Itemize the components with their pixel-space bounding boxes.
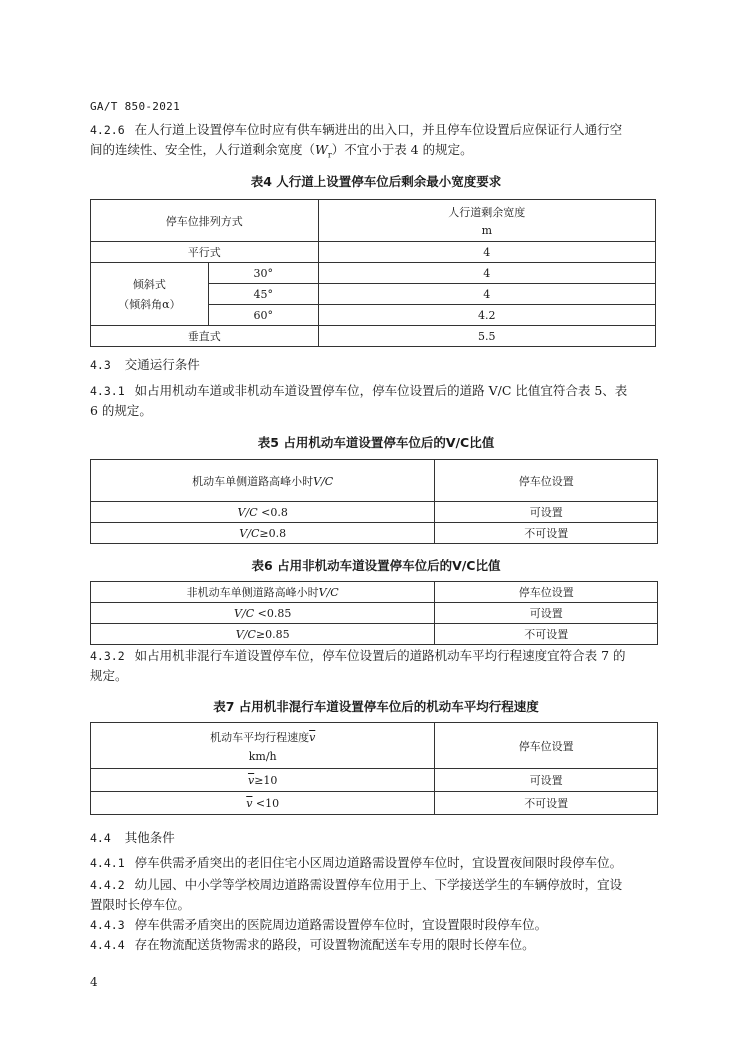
table4-title: 表4 人行道上设置停车位后剩余最小宽度要求	[250, 174, 502, 189]
table-cell	[91, 603, 435, 624]
condition: <10	[252, 796, 280, 810]
table4-header-arrangement: 停车位排列方式	[91, 200, 319, 242]
clause-number: 4.3.2	[90, 649, 125, 663]
header-line: 人行道剩余宽度	[448, 206, 526, 219]
table-cell: 45°	[208, 284, 318, 305]
table-cell	[91, 792, 435, 815]
header-text: 机动车平均行程速度	[210, 730, 310, 744]
table-cell: 30°	[208, 263, 318, 284]
vc-symbol: V/C	[235, 627, 256, 641]
label-line: （倾斜角α）	[118, 298, 181, 311]
clause-number: 4.4.1	[90, 856, 125, 870]
paragraph-text: 如占用机动车道或非机动车道设置停车位，停车位设置后的道路 V/C 比值宜符合表 5、表	[134, 383, 628, 398]
table7-header-speed	[91, 723, 435, 769]
section-title: 交通运行条件	[124, 357, 200, 372]
table-cell: 可设置	[435, 769, 658, 792]
paragraph-text: 存在物流配送货物需求的路段，可设置物流配送车专用的限时长停车位。	[134, 937, 535, 952]
table5	[90, 459, 658, 544]
label-line: 倾斜式	[132, 278, 166, 291]
paragraph-4-4-3	[90, 915, 662, 935]
paragraph-text: 幼儿园、中小学等学校周边道路需设置停车位用于上、下学接送学生的车辆停放时，宜设	[134, 877, 623, 892]
paragraph-4-2-6	[90, 120, 662, 166]
vc-symbol: V/C	[237, 505, 258, 519]
v-bar-symbol: $\overline{v}$	[247, 773, 255, 787]
paragraph-4-4-2	[90, 875, 662, 915]
paragraph-text: 6 的规定。	[90, 403, 152, 418]
table-row	[91, 326, 656, 347]
paragraph-4-3-2	[90, 646, 662, 686]
table-row	[91, 242, 656, 263]
table-cell	[91, 769, 435, 792]
condition: <0.8	[257, 505, 288, 519]
clause-number: 4.2.6	[90, 123, 125, 137]
condition: ≥10	[254, 773, 278, 787]
paragraph-4-4-4	[90, 935, 662, 955]
paragraph-text: 规定。	[90, 668, 128, 683]
paragraph-text: 停车供需矛盾突出的老旧住宅小区周边道路需设置停车位时，宜设置夜间限时段停车位。	[134, 855, 623, 870]
header-unit: m	[481, 224, 493, 237]
paragraph-text: 如占用机非混行车道设置停车位，停车位设置后的道路机动车平均行程速度宜符合表 7 的	[134, 648, 626, 663]
table-cell: 可设置	[435, 603, 658, 624]
condition: ≥0.8	[259, 526, 287, 540]
table-cell	[91, 523, 435, 544]
table-row	[91, 263, 656, 284]
header-vc: V/C	[313, 474, 334, 488]
vc-symbol: V/C	[239, 526, 260, 540]
table-row	[91, 769, 658, 792]
table-row	[91, 603, 658, 624]
document-code: GA/T 850-2021	[90, 100, 180, 113]
table-row	[91, 624, 658, 645]
table-cell: 4.2	[318, 305, 655, 326]
table7	[90, 722, 658, 815]
table-cell: 可设置	[435, 502, 658, 523]
table6	[90, 581, 658, 645]
table6-header-setting: 停车位设置	[435, 582, 658, 603]
table4	[90, 199, 656, 347]
paragraph-text: ）不宜小于表 4 的规定。	[331, 142, 473, 157]
table4-header-width	[318, 200, 655, 242]
table5-title: 表5 占用机动车道设置停车位后的V/C比值	[257, 435, 495, 450]
table-cell: 5.5	[318, 326, 655, 347]
table-row	[91, 523, 658, 544]
header-text: 非机动车单侧道路高峰小时	[186, 586, 319, 599]
paragraph-4-3-1	[90, 381, 662, 421]
section-4-4-heading	[90, 828, 175, 846]
table7-header-setting: 停车位设置	[435, 723, 658, 769]
table-cell: 4	[318, 284, 655, 305]
condition: ≥0.85	[255, 627, 290, 641]
page-number: 4	[90, 975, 98, 989]
table5-header-vc	[91, 460, 435, 502]
clause-number: 4.4.2	[90, 878, 125, 892]
clause-number: 4.4.4	[90, 938, 125, 952]
v-bar-symbol: $\overline{v}$	[246, 796, 253, 810]
v-bar-symbol: $\overline{v}$	[309, 730, 316, 744]
table-cell: 4	[318, 263, 655, 284]
table-row	[91, 502, 658, 523]
table5-header-setting: 停车位设置	[435, 460, 658, 502]
header-text: 机动车单侧道路高峰小时	[192, 474, 314, 488]
w-symbol: W	[315, 142, 328, 157]
table6-title: 表6 占用非机动车道设置停车位后的V/C比值	[251, 558, 501, 573]
clause-number: 4.4.3	[90, 918, 125, 932]
table-cell: 垂直式	[91, 326, 319, 347]
paragraph-4-4-1	[90, 853, 662, 873]
paragraph-text: 置限时长停车位。	[90, 897, 191, 912]
table-cell: 60°	[208, 305, 318, 326]
paragraph-text: 停车供需矛盾突出的医院周边道路需设置停车位时，宜设置限时段停车位。	[134, 917, 548, 932]
section-title: 其他条件	[124, 830, 175, 845]
section-number: 4.3	[90, 358, 111, 372]
header-unit: km/h	[248, 749, 277, 763]
table6-header-vc	[91, 582, 435, 603]
table-cell: 不可设置	[435, 523, 658, 544]
table-cell: 不可设置	[435, 624, 658, 645]
table-row	[91, 792, 658, 815]
vc-symbol: V/C	[234, 606, 255, 620]
condition: <0.85	[254, 606, 292, 620]
table-cell: 平行式	[91, 242, 319, 263]
table7-title: 表7 占用机非混行车道设置停车位后的机动车平均行程速度	[213, 699, 539, 714]
header-vc: V/C	[318, 586, 339, 599]
section-number: 4.4	[90, 831, 111, 845]
w-subscript: r	[327, 150, 332, 160]
section-4-3-heading	[90, 355, 200, 373]
table-cell: 不可设置	[435, 792, 658, 815]
table4-oblique-label	[91, 263, 209, 326]
clause-number: 4.3.1	[90, 384, 125, 398]
paragraph-text: 间的连续性、安全性，人行道剩余宽度（	[90, 142, 316, 157]
paragraph-text: 在人行道上设置停车位时应有供车辆进出的出入口，并且停车位设置后应保证行人通行空	[134, 122, 623, 137]
table-cell	[91, 502, 435, 523]
table-cell: 4	[318, 242, 655, 263]
table-cell	[91, 624, 435, 645]
